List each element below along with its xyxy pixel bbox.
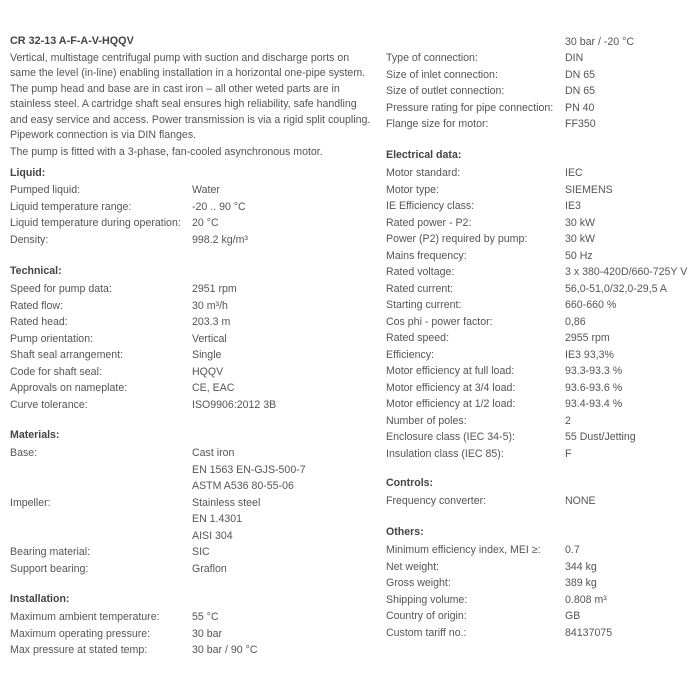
spec-value: 93.3-93.3 % <box>565 365 623 377</box>
product-title: CR 32-13 A-F-A-V-HQQV <box>10 35 134 47</box>
spec-value: GB <box>565 610 581 622</box>
spec-label: Rated current: <box>386 282 454 295</box>
spec-value: IEC <box>565 167 583 179</box>
spec-value: 56,0-51,0/32,0-29,5 A <box>565 282 667 295</box>
spec-value: FF350 <box>565 118 596 130</box>
spec-value: 2951 rpm <box>192 283 237 295</box>
spec-value: 30 bar <box>192 627 223 640</box>
spec-label: Maximum ambient temperature: <box>10 611 160 623</box>
spec-label: Rated speed: <box>386 332 450 344</box>
spec-value: IE3 93,3% <box>565 348 614 361</box>
spec-label: Power (P2) required by pump: <box>386 233 528 245</box>
spec-label: Country of origin: <box>386 610 467 622</box>
spec-label: Shipping volume: <box>386 593 468 606</box>
spec-label: Maximum operating pressure: <box>10 627 151 640</box>
spec-value: DN 65 <box>565 85 596 97</box>
spec-label: Starting current: <box>386 299 462 311</box>
spec-label: Efficiency: <box>386 348 435 361</box>
motor-description: The pump is fitted with a 3-phase, fan-cooled asynchronous motor. <box>10 146 323 158</box>
spec-label: Size of outlet connection: <box>386 85 505 97</box>
spec-value: 389 kg <box>565 577 597 589</box>
spec-value: 84137075 <box>565 626 613 639</box>
spec-label: Insulation class (IEC 85): <box>386 447 504 460</box>
spec-value: 93.4-93.4 % <box>565 398 623 410</box>
electrical-heading: Electrical data: <box>386 149 462 161</box>
technical-heading: Technical: <box>10 265 62 277</box>
spec-value: Vertical <box>192 332 227 345</box>
spec-value: 0.808 m³ <box>565 593 607 606</box>
spec-label: Motor efficiency at full load: <box>386 365 515 377</box>
spec-label: Size of inlet connection: <box>386 68 498 81</box>
spec-value: SIEMENS <box>565 183 613 196</box>
installation-heading: Installation: <box>10 593 70 605</box>
spec-value: F <box>565 447 572 460</box>
spec-label: Motor type: <box>386 183 439 196</box>
spec-label: Minimum efficiency index, MEI ≥: <box>386 544 541 556</box>
spec-label: Number of poles: <box>386 414 467 427</box>
spec-value: 93.6-93.6 % <box>565 381 623 394</box>
spec-label: Pressure rating for pipe connection: <box>386 101 554 114</box>
controls-heading: Controls: <box>386 477 434 489</box>
spec-value: EN 1563 EN-GJS-500-7 <box>192 463 306 476</box>
spec-label: Motor standard: <box>386 167 461 179</box>
spec-value: ISO9906:2012 3B <box>192 398 277 411</box>
product-description: Vertical, multistage centrifugal pump with suction and discharge ports on same the level (in-line) enabling installation in a horizontal one-pipe system. The pump head and base are in cast iron – all other weted parts are in stainless steel. A cartridge shaft seal ensures high reliability, safe handling and easy service and access. Power transmission is via a rigid split coupling. Pipework connection is via DIN flanges. <box>10 52 371 142</box>
spec-value: 203.3 m <box>192 316 231 328</box>
spec-value: 2 <box>565 414 571 427</box>
spec-value: CE, EAC <box>192 382 235 394</box>
spec-label: Frequency converter: <box>386 495 487 507</box>
spec-label: Approvals on nameplate: <box>10 382 128 394</box>
spec-value: 660-660 % <box>565 299 617 311</box>
spec-value: Single <box>192 349 222 361</box>
spec-value: 30 m³/h <box>192 299 228 312</box>
spec-label: Enclosure class (IEC 34-5): <box>386 431 515 443</box>
spec-value: 55 °C <box>192 611 219 623</box>
spec-label: Curve tolerance: <box>10 398 88 411</box>
spec-value: 0.7 <box>565 544 580 556</box>
spec-label: Custom tariff no.: <box>386 626 467 639</box>
spec-label: Rated power - P2: <box>386 216 472 229</box>
spec-value: PN 40 <box>565 101 595 114</box>
spec-value: 30 bar / 90 °C <box>192 644 258 656</box>
spec-value: 3 x 380-420D/660-725Y V <box>565 266 688 278</box>
spec-value: 30 bar / -20 °C <box>565 36 635 48</box>
spec-label: Pump orientation: <box>10 332 94 345</box>
spec-value: NONE <box>565 495 596 507</box>
spec-value: EN 1.4301 <box>192 513 243 525</box>
materials-heading: Materials: <box>10 429 60 441</box>
spec-value: 998.2 kg/m³ <box>192 233 248 246</box>
spec-label: Type of connection: <box>386 52 478 64</box>
spec-value: 20 °C <box>192 217 219 229</box>
spec-label: Base: <box>10 447 38 459</box>
spec-value: 344 kg <box>565 560 597 573</box>
spec-label: Motor efficiency at 1/2 load: <box>386 398 516 410</box>
spec-value: HQQV <box>192 365 224 378</box>
spec-value: 30 kW <box>565 233 596 245</box>
spec-label: Speed for pump data: <box>10 283 112 295</box>
spec-label: Impeller: <box>10 496 51 509</box>
spec-label: Liquid temperature during operation: <box>10 217 181 229</box>
spec-value: 55 Dust/Jetting <box>565 431 636 443</box>
spec-value: AISI 304 <box>192 529 233 542</box>
spec-label: Flange size for motor: <box>386 118 489 130</box>
spec-value: SIC <box>192 546 210 558</box>
spec-label: Liquid temperature range: <box>10 200 132 213</box>
spec-value: ASTM A536 80-55-06 <box>192 480 294 492</box>
spec-value: DN 65 <box>565 68 596 81</box>
spec-label: Rated head: <box>10 316 68 328</box>
spec-value: Cast iron <box>192 447 235 459</box>
spec-label: Code for shaft seal: <box>10 365 102 378</box>
spec-value: DIN <box>565 52 584 64</box>
liquid-heading: Liquid: <box>10 167 46 179</box>
spec-label: Max pressure at stated temp: <box>10 644 148 656</box>
spec-value: IE3 <box>565 200 581 212</box>
spec-value: Water <box>192 184 220 196</box>
spec-value: Stainless steel <box>192 496 261 509</box>
spec-label: IE Efficiency class: <box>386 200 475 212</box>
spec-label: Pumped liquid: <box>10 184 81 196</box>
spec-value: 30 kW <box>565 216 596 229</box>
spec-label: Motor efficiency at 3/4 load: <box>386 381 516 394</box>
spec-value: 2955 rpm <box>565 332 610 344</box>
spec-label: Density: <box>10 233 49 246</box>
spec-label: Support bearing: <box>10 562 89 575</box>
spec-label: Rated flow: <box>10 299 63 312</box>
spec-value: -20 .. 90 °C <box>192 200 246 213</box>
spec-label: Shaft seal arrangement: <box>10 349 124 361</box>
spec-label: Gross weight: <box>386 577 451 589</box>
others-heading: Others: <box>386 526 424 538</box>
spec-value: Graflon <box>192 562 227 575</box>
spec-label: Net weight: <box>386 560 439 573</box>
spec-label: Cos phi - power factor: <box>386 315 493 328</box>
spec-value: 0,86 <box>565 315 586 328</box>
spec-label: Bearing material: <box>10 546 91 558</box>
spec-label: Mains frequency: <box>386 249 467 262</box>
spec-label: Rated voltage: <box>386 266 455 278</box>
spec-value: 50 Hz <box>565 249 593 262</box>
